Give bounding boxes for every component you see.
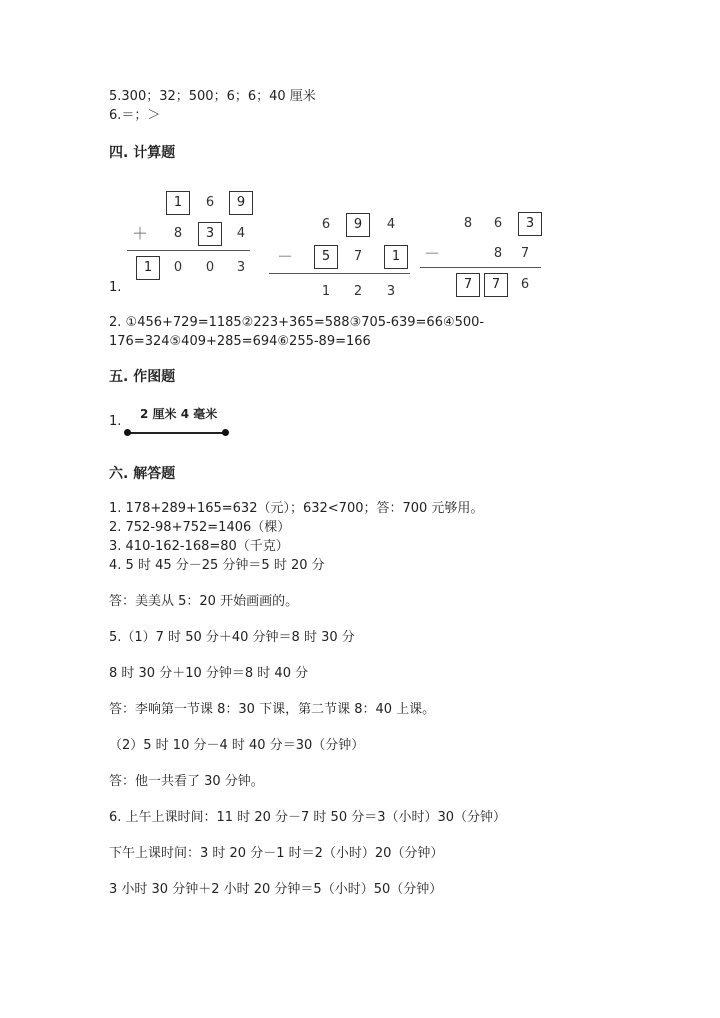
digit-box: 9 [229, 191, 253, 215]
digit: 6 [321, 217, 331, 232]
digit: 0 [205, 260, 215, 275]
plus-operator: ＋ [132, 224, 149, 243]
digit-box: 1 [136, 256, 160, 280]
segment-endpoint [124, 429, 131, 436]
solve-line-4: 4. 5 时 45 分－25 分钟＝5 时 20 分 [109, 558, 325, 573]
calc-q2-line-b: 176=324⑤409+285=694⑥255-89=166 [109, 334, 371, 349]
digit-box: 3 [198, 222, 222, 246]
calc-item-label: 1. [109, 280, 122, 295]
solve-line-5-2: 8 时 30 分＋10 分钟＝8 时 40 分 [109, 666, 309, 681]
calc-q2-line-a: 2. ①456+729=1185②223+365=588③705-639=66④500- [109, 315, 485, 330]
solve-line-5-1: 5.（1）7 时 50 分＋40 分钟＝8 时 30 分 [109, 630, 355, 645]
digit-box: 3 [518, 212, 542, 236]
solve-answer-5-2: 答：他一共看了 30 分钟。 [109, 774, 264, 789]
digit-box: 5 [314, 245, 338, 269]
answer-line-6: 6.＝；＞ [109, 108, 161, 123]
digit: 6 [520, 277, 530, 292]
section-heading-calc: 四. 计算题 [109, 145, 176, 161]
solve-answer-4: 答：美美从 5：20 开始画画的。 [109, 594, 299, 609]
answer-line-5: 5.300；32；500；6；6；40 厘米 [109, 89, 316, 104]
segment-endpoint [222, 429, 229, 436]
draw-item-label: 1. [109, 414, 122, 429]
digit: 8 [463, 216, 473, 231]
digit: 7 [520, 246, 530, 261]
digit: 1 [321, 284, 331, 299]
solve-line-5-3: （2）5 时 10 分－4 时 40 分＝30（分钟） [109, 738, 365, 753]
digit-box: 1 [166, 191, 190, 215]
digit: 8 [173, 226, 183, 241]
difference-rule [269, 273, 410, 274]
solve-line-6-2: 下午上课时间：3 时 20 分－1 时＝2（小时）20（分钟） [109, 846, 444, 861]
sum-rule [127, 250, 250, 251]
solve-line-6-1: 6. 上午上课时间：11 时 20 分－7 时 50 分＝3（小时）30（分钟） [109, 810, 507, 825]
digit: 7 [353, 249, 363, 264]
digit-box: 1 [384, 245, 408, 269]
solve-line-2: 2. 752-98+752=1406（棵） [109, 520, 291, 535]
digit: 6 [205, 195, 215, 210]
section-heading-solve: 六. 解答题 [109, 466, 176, 482]
digit: 3 [236, 260, 246, 275]
solve-line-1: 1. 178+289+165=632（元）；632<700；答：700 元够用。 [109, 501, 484, 516]
segment-length-label: 2 厘米 4 毫米 [140, 407, 218, 421]
digit: 8 [493, 246, 503, 261]
section-heading-draw: 五. 作图题 [109, 369, 176, 385]
minus-operator: － [277, 247, 294, 266]
solve-line-3: 3. 410-162-168=80（千克） [109, 539, 289, 554]
digit: 2 [353, 284, 363, 299]
solve-line-6-3: 3 小时 30 分钟＋2 小时 20 分钟＝5（小时）50（分钟） [109, 882, 443, 897]
digit: 6 [493, 216, 503, 231]
digit: 3 [386, 284, 396, 299]
digit: 4 [386, 217, 396, 232]
digit: 0 [173, 260, 183, 275]
digit-box: 7 [456, 273, 480, 297]
digit-box: 9 [346, 213, 370, 237]
digit: 4 [236, 226, 246, 241]
difference-rule [420, 267, 541, 268]
segment-line [128, 432, 226, 434]
solve-answer-5: 答：李响第一节课 8：30 下课，第二节课 8：40 上课。 [109, 702, 436, 717]
minus-operator: － [424, 244, 441, 263]
digit-box: 7 [484, 273, 508, 297]
